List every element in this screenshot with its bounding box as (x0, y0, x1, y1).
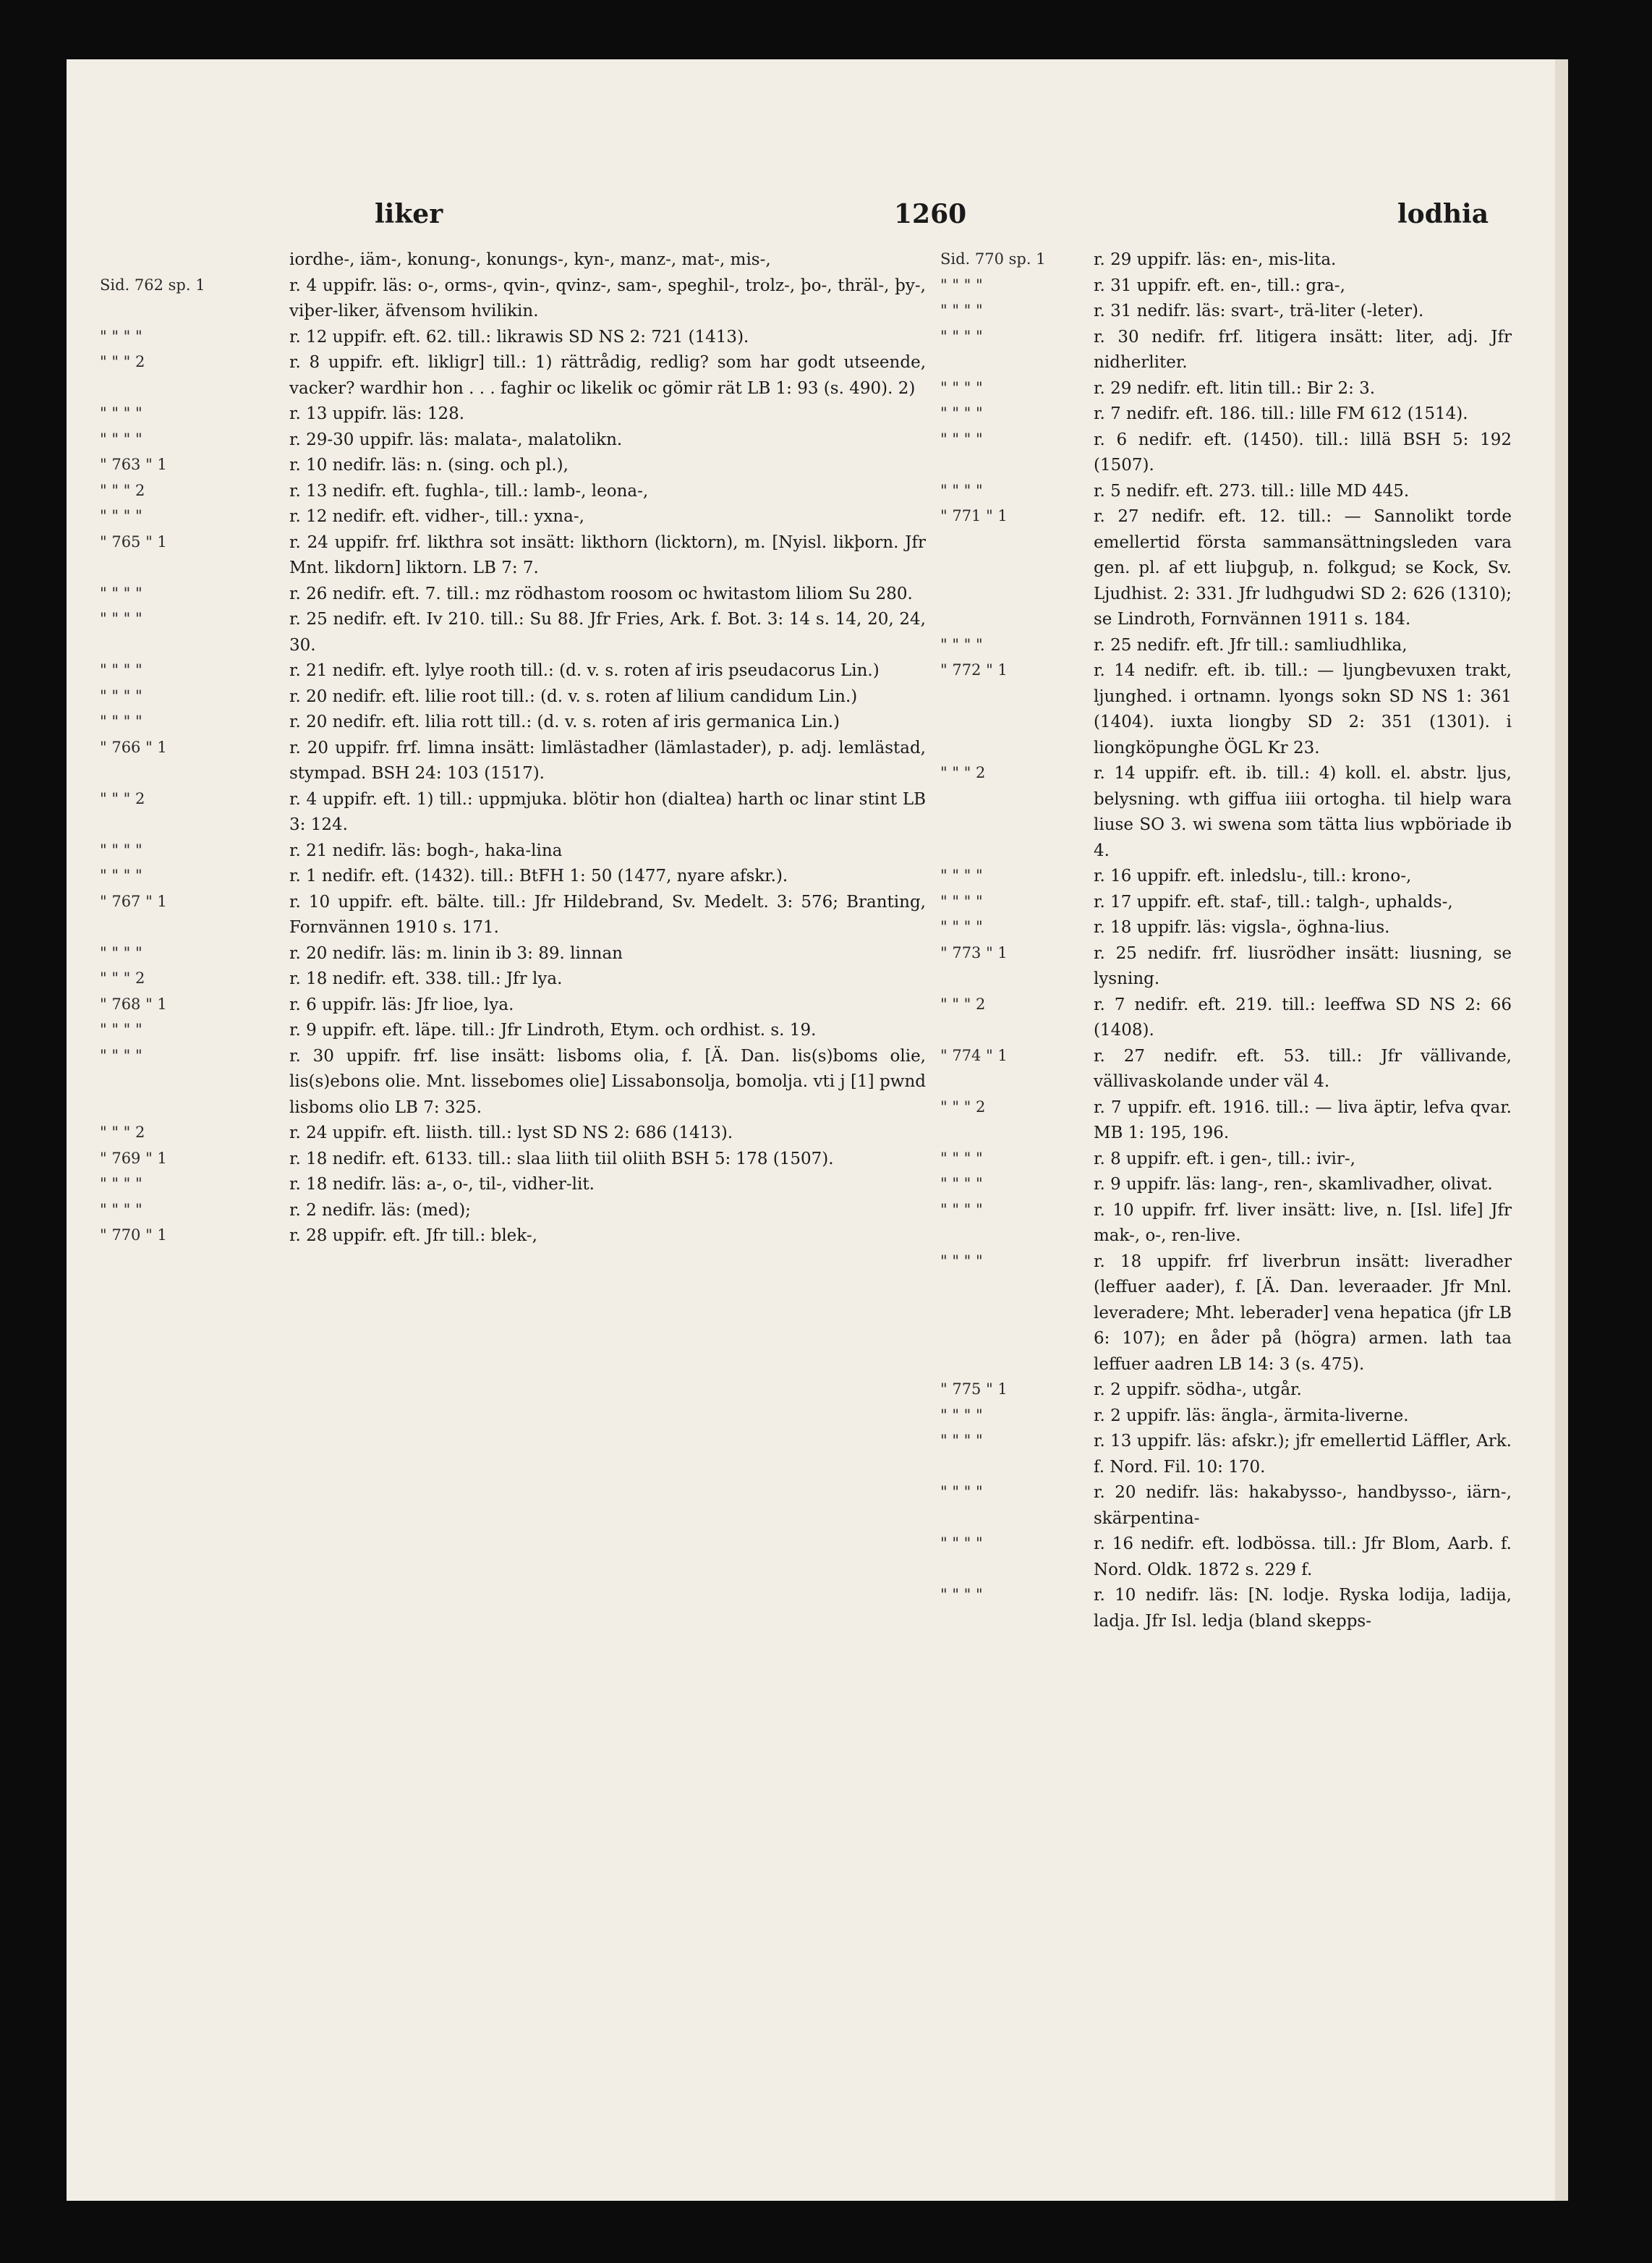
errata-entry (100, 325, 926, 351)
entry-reference: " " " " (940, 892, 983, 910)
header-left-word: liker (375, 199, 443, 229)
errata-entry (940, 325, 1512, 376)
errata-entry (100, 504, 926, 530)
errata-entry (940, 1147, 1512, 1173)
errata-entry (940, 247, 1512, 273)
entry-reference: " " " " (940, 918, 983, 935)
entry-reference: " " " " (100, 867, 142, 884)
entry-reference: " 763 " 1 (100, 456, 167, 473)
entry-reference: " " " " (100, 661, 142, 679)
entry-reference: " " " " (940, 635, 983, 653)
errata-entry (100, 1223, 926, 1249)
errata-entry (940, 1532, 1512, 1583)
errata-entry (940, 479, 1512, 505)
entry-text: r. 21 nedifr. läs: bogh-, haka-lina (289, 841, 563, 860)
entry-text: r. 20 nedifr. läs: hakabysso-, handbysso-, iärn-, skärpentina- (1094, 1483, 1512, 1528)
errata-entry (100, 582, 926, 608)
entry-text: r. 10 nedifr. läs: n. (sing. och pl.), (289, 456, 569, 475)
errata-entry (940, 1198, 1512, 1249)
entry-text: r. 10 uppifr. eft. bälte. till.: Jfr Hildebrand, Sv. Medelt. 3: 576; Branting, Fornvännen 1910 s. 171. (289, 892, 926, 937)
entry-text: r. 14 nedifr. eft. ib. till.: — ljungbevuxen trakt, ljunghed. i ortnamn. lyongs sokn SD NS 1: 361 (1404). iuxta liongby SD 2: 351 (1301). i liongköpunghe ÖGL Kr 23. (1094, 661, 1512, 757)
entry-text: r. 17 uppifr. eft. staf-, till.: talgh-, uphalds-, (1094, 892, 1453, 912)
entry-reference: " " " 2 (100, 1124, 145, 1141)
entry-reference: " " " " (100, 943, 142, 961)
entry-reference: " " " " (940, 1252, 983, 1270)
entry-reference: " " " " (100, 327, 142, 345)
entry-text: r. 18 nedifr. läs: a-, o-, til-, vidher-lit. (289, 1175, 595, 1194)
entry-text: r. 18 uppifr. frf liverbrun insätt: liveradher (leffuer aader), f. [Ä. Dan. leveraader. Jfr Mnl. leveradere; Mht. leberader] vena hepatica (jfr LB 6: 107); en åder på (högra) armen. lath taa leffuer aadren LB 14: 3 (s. 475). (1094, 1252, 1512, 1374)
entry-reference: " " " " (940, 1432, 983, 1449)
errata-entry (100, 864, 926, 890)
entry-text: r. 28 uppifr. eft. Jfr till.: blek-, (289, 1226, 537, 1245)
errata-entry (100, 1018, 926, 1044)
entry-reference: " " " " (940, 1175, 983, 1192)
entry-text: r. 8 uppifr. eft. i gen-, till.: ivir-, (1094, 1149, 1355, 1168)
entry-reference: " " " 2 (940, 995, 986, 1013)
errata-entry (940, 299, 1512, 325)
entry-reference: " " " " (940, 404, 983, 422)
page-number: 1260 (894, 199, 967, 229)
errata-entry (100, 1172, 926, 1198)
errata-entry (100, 1198, 926, 1224)
errata-entry (100, 890, 926, 941)
errata-entry (100, 350, 926, 402)
errata-entry (100, 658, 926, 684)
entry-text: r. 18 nedifr. eft. 338. till.: Jfr lya. (289, 969, 563, 988)
entry-text: r. 27 nedifr. eft. 12. till.: — Sannolikt torde emellertid första sammansättningsleden vara gen. pl. af ett liuþguþ, n. folkgud; se Kock, Sv. Ljudhist. 2: 331. Jfr ludhgudwi SD 2: 626 (1310); se Lindroth, Fornvännen 1911 s. 184. (1094, 507, 1512, 629)
entry-reference: " " " " (100, 713, 142, 730)
errata-entry (940, 633, 1512, 659)
entry-text: r. 29 uppifr. läs: en-, mis-lita. (1094, 250, 1337, 269)
entry-reference: " " " " (100, 841, 142, 859)
header-right-word: lodhia (1397, 199, 1489, 229)
entry-reference: " 775 " 1 (940, 1380, 1008, 1398)
errata-entry (100, 710, 926, 736)
page-edge (1555, 59, 1568, 2201)
entry-text: r. 16 nedifr. eft. lodbössa. till.: Jfr Blom, Aarb. f. Nord. Oldk. 1872 s. 229 f. (1094, 1534, 1512, 1579)
entry-text: r. 13 uppifr. läs: afskr.); jfr emellertid Läffler, Ark. f. Nord. Fil. 10: 170. (1094, 1432, 1512, 1477)
entry-text: r. 10 nedifr. läs: [N. lodje. Ryska lodija, ladija, ladja. Jfr Isl. ledja (bland skepps- (1094, 1586, 1512, 1631)
entry-text: r. 20 uppifr. frf. limna insätt: limlästadher (lämlastader), p. adj. lemlästad, stympad. BSH 24: 103 (1517). (289, 738, 926, 783)
entry-reference: " 774 " 1 (940, 1046, 1008, 1064)
errata-entry (940, 376, 1512, 402)
entry-text: r. 12 uppifr. eft. 62. till.: likrawis SD NS 2: 721 (1413). (289, 327, 749, 347)
errata-entry (100, 530, 926, 582)
entry-reference: " " " " (940, 481, 983, 499)
errata-entry (100, 273, 926, 325)
entry-text: r. 4 uppifr. läs: o-, orms-, qvin-, qvinz-, sam-, speghil-, trolz-, þo-, thräl-, þy-, viþer-liker, äfvensom hvilikin. (289, 276, 926, 320)
entry-text: r. 24 uppifr. eft. liisth. till.: lyst SD NS 2: 686 (1413). (289, 1124, 733, 1142)
entry-text: r. 2 nedifr. läs: (med); (289, 1200, 471, 1220)
entry-text: r. 20 nedifr. läs: m. linin ib 3: 89. linnan (289, 943, 623, 963)
entry-text: r. 29 nedifr. eft. litin till.: Bir 2: 3. (1094, 378, 1376, 398)
errata-entry (940, 428, 1512, 479)
errata-entry (100, 684, 926, 710)
entry-reference: " 766 " 1 (100, 738, 167, 756)
entry-reference: Sid. 770 sp. 1 (940, 250, 1046, 268)
errata-entry (940, 1429, 1512, 1480)
entry-text: r. 18 nedifr. eft. 6133. till.: slaa liith tiil oliith BSH 5: 178 (1507). (289, 1149, 834, 1168)
entry-text: r. 20 nedifr. eft. lilie root till.: (d. v. s. roten af lilium candidum Lin.) (289, 687, 858, 706)
right-column (940, 247, 1512, 1634)
entry-reference: " " " " (100, 610, 142, 627)
entry-reference: " " " " (940, 276, 983, 294)
errata-entry (940, 504, 1512, 633)
entry-reference: " " " " (940, 1149, 983, 1167)
entry-reference: " " " 2 (940, 1097, 986, 1116)
entry-text: r. 24 uppifr. frf. likthra sot insätt: likthorn (licktorn), m. [Nyisl. likþorn. Jfr Mnt. likdorn] liktorn. LB 7: 7. (289, 532, 926, 577)
entry-reference: " " " " (100, 1021, 142, 1038)
errata-entry (940, 864, 1512, 890)
entry-reference: " " " " (940, 1534, 983, 1552)
errata-entry (100, 1121, 926, 1147)
entry-reference: " " " " (100, 1175, 142, 1192)
entry-reference: Sid. 762 sp. 1 (100, 276, 205, 294)
entry-text: r. 6 uppifr. läs: Jfr lioe, lya. (289, 995, 514, 1014)
errata-entry (940, 1583, 1512, 1634)
entry-text: r. 20 nedifr. eft. lilia rott till.: (d. v. s. roten af iris germanica Lin.) (289, 713, 840, 731)
entry-reference: " " " 2 (940, 764, 986, 781)
entry-text: r. 8 uppifr. eft. likligr] till.: 1) rättrådig, redlig? som har godt utseende, vacker? wardhir hon . . . faghir oc likelik oc gömir rät LB 1: 93 (s. 490). 2) (289, 353, 926, 398)
entry-text: r. 27 nedifr. eft. 53. till.: Jfr vällivande, vällivaskolande under väl 4. (1094, 1046, 1512, 1091)
entry-reference: " " " " (100, 584, 142, 602)
entry-text: r. 16 uppifr. eft. inledslu-, till.: krono-, (1094, 867, 1412, 886)
entry-text: r. 5 nedifr. eft. 273. till.: lille MD 445. (1094, 481, 1410, 501)
entry-reference: " " " " (940, 302, 983, 319)
entry-text: r. 2 uppifr. södha-, utgår. (1094, 1380, 1302, 1399)
entry-reference: " " " " (100, 507, 142, 525)
errata-entry (940, 1377, 1512, 1404)
errata-entry (940, 1172, 1512, 1198)
entry-text: r. 30 nedifr. frf. litigera insätt: liter, adj. Jfr nidherliter. (1094, 327, 1512, 372)
entry-reference: " " " " (100, 1046, 142, 1064)
entry-reference: " " " 2 (100, 969, 145, 987)
errata-entry (940, 1249, 1512, 1378)
errata-entry (100, 941, 926, 967)
entry-text: r. 9 uppifr. eft. läpe. till.: Jfr Lindroth, Etym. och ordhist. s. 19. (289, 1021, 817, 1040)
entry-text: iordhe-, iäm-, konung-, konungs-, kyn-, manz-, mat-, mis-, (289, 250, 771, 269)
entry-reference: " " " 2 (100, 789, 145, 807)
errata-entry (100, 453, 926, 479)
entry-reference: " " " 2 (100, 481, 145, 499)
entry-reference: " " " " (940, 1200, 983, 1218)
errata-entry (100, 838, 926, 865)
entry-reference: " 770 " 1 (100, 1226, 167, 1244)
entry-text: r. 9 uppifr. läs: lang-, ren-, skamlivadher, olivat. (1094, 1175, 1493, 1194)
entry-reference: " " " " (100, 430, 142, 448)
entry-text: r. 21 nedifr. eft. lylye rooth till.: (d. v. s. roten af iris pseudacorus Lin.) (289, 661, 880, 680)
errata-entry (100, 479, 926, 505)
entry-reference: " 769 " 1 (100, 1149, 167, 1167)
entry-reference: " " " " (940, 867, 983, 884)
entry-reference: " " " " (940, 378, 983, 396)
errata-entry (100, 967, 926, 993)
left-column (100, 247, 926, 1249)
errata-entry (100, 428, 926, 454)
entry-reference: " " " " (940, 327, 983, 345)
entry-reference: " 771 " 1 (940, 507, 1008, 525)
entry-reference: " " " " (940, 430, 983, 448)
errata-entry (100, 402, 926, 428)
entry-reference: " " " " (100, 1200, 142, 1218)
errata-entry (100, 1044, 926, 1121)
entry-text: r. 13 nedifr. eft. fughla-, till.: lamb-, leona-, (289, 481, 649, 501)
errata-entry (940, 1404, 1512, 1430)
entry-text: r. 4 uppifr. eft. 1) till.: uppmjuka. blötir hon (dialtea) harth oc linar stint LB 3: 124. (289, 789, 926, 834)
entry-text: r. 25 nedifr. frf. liusrödher insätt: liusning, se lysning. (1094, 943, 1512, 988)
errata-entry (940, 993, 1512, 1044)
entry-text: r. 18 uppifr. läs: vigsla-, öghna-lius. (1094, 918, 1390, 937)
entry-reference: " 773 " 1 (940, 943, 1008, 961)
errata-entry (940, 402, 1512, 428)
entry-text: r. 7 nedifr. eft. 186. till.: lille FM 612 (1514). (1094, 404, 1468, 423)
entry-text: r. 13 uppifr. läs: 128. (289, 404, 465, 423)
errata-entry (100, 787, 926, 838)
entry-reference: " " " " (100, 404, 142, 422)
entry-text: r. 2 uppifr. läs: ängla-, ärmita-liverne. (1094, 1406, 1409, 1425)
entry-text: r. 6 nedifr. eft. (1450). till.: lillä BSH 5: 192 (1507). (1094, 430, 1512, 475)
errata-entry (940, 273, 1512, 300)
errata-entry (100, 993, 926, 1019)
entry-text: r. 30 uppifr. frf. lise insätt: lisboms olia, f. [Ä. Dan. lis(s)boms olie, lis(s)ebons olie. Mnt. lissebomes olie] Lissabonsolja, bomolja. vti j [1] pwnd lisboms olio LB 7: 325. (289, 1046, 926, 1117)
entry-reference: " 768 " 1 (100, 995, 167, 1013)
entry-text: r. 7 uppifr. eft. 1916. till.: — liva äptir, lefva qvar. MB 1: 195, 196. (1094, 1097, 1512, 1142)
entry-text: r. 1 nedifr. eft. (1432). till.: BtFH 1: 50 (1477, nyare afskr.). (289, 867, 788, 886)
entry-text: r. 25 nedifr. eft. Iv 210. till.: Su 88. Jfr Fries, Ark. f. Bot. 3: 14 s. 14, 20, 24, 30. (289, 610, 926, 655)
errata-entry (100, 607, 926, 658)
entry-reference: " 772 " 1 (940, 661, 1008, 679)
entry-text: r. 31 uppifr. eft. en-, till.: gra-, (1094, 276, 1345, 295)
entry-reference: " " " " (940, 1586, 983, 1603)
errata-entry (940, 1044, 1512, 1095)
errata-entry (100, 736, 926, 787)
entry-text: r. 26 nedifr. eft. 7. till.: mz rödhastom roosom oc hwitastom liliom Su 280. (289, 584, 913, 603)
errata-entry (940, 1480, 1512, 1532)
errata-entry (940, 941, 1512, 993)
entry-text: r. 7 nedifr. eft. 219. till.: leeffwa SD NS 2: 66 (1408). (1094, 995, 1512, 1040)
entry-reference: " 765 " 1 (100, 532, 167, 551)
entry-text: r. 25 nedifr. eft. Jfr till.: samliudhlika, (1094, 635, 1408, 655)
errata-entry (289, 247, 926, 273)
errata-entry (940, 1095, 1512, 1147)
entry-reference: " " " " (940, 1483, 983, 1500)
entry-reference: " 767 " 1 (100, 892, 167, 910)
entry-text: r. 12 nedifr. eft. vidher-, till.: yxna-, (289, 507, 584, 526)
errata-entry (940, 890, 1512, 916)
entry-reference: " " " " (100, 687, 142, 705)
errata-entry (100, 1147, 926, 1173)
errata-entry (940, 915, 1512, 941)
entry-text: r. 29-30 uppifr. läs: malata-, malatolikn. (289, 430, 623, 449)
entry-text: r. 14 uppifr. eft. ib. till.: 4) koll. el. abstr. ljus, belysning. wth giffua iiii ortogha. til hielp wara liuse SO 3. wi swena som tätta lius wpböriade ib 4. (1094, 764, 1512, 860)
entry-reference: " " " 2 (100, 353, 145, 370)
errata-entry (940, 658, 1512, 761)
entry-reference: " " " " (940, 1406, 983, 1424)
entry-text: r. 31 nedifr. läs: svart-, trä-liter (-leter). (1094, 302, 1424, 320)
errata-entry (940, 761, 1512, 864)
entry-text: r. 10 uppifr. frf. liver insätt: live, n. [Isl. life] Jfr mak-, o-, ren-live. (1094, 1200, 1512, 1245)
